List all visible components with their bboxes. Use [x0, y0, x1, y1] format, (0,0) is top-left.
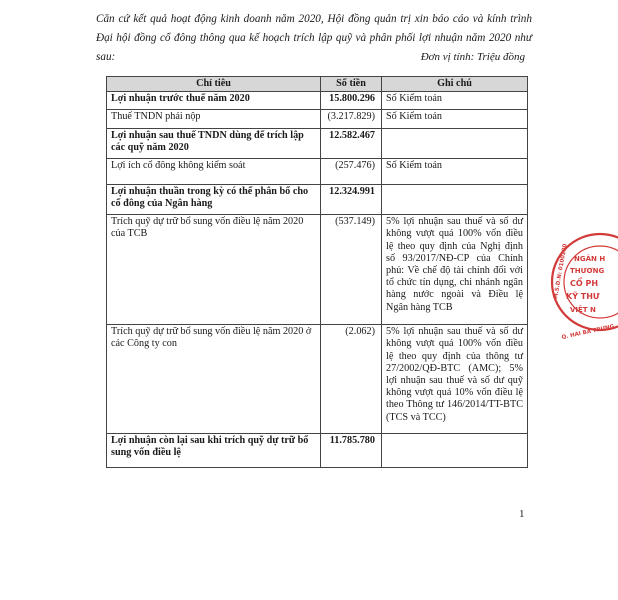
header-item: Chỉ tiêu [107, 77, 321, 92]
unit-note: Đơn vị tính: Triệu đồng [420, 51, 525, 63]
row-amount: (3.217.829) [321, 110, 382, 129]
intro-paragraph: Căn cứ kết quả hoạt động kinh doanh năm 2020, Hội đồng quản trị xin báo cáo và kính trình Đại hội đồng cổ đông thông qua kế hoạch trích lập quỹ và phân phối lợi nhuận năm 2020 như sau: [96, 13, 532, 63]
row-item: Thuế TNDN phải nộp [107, 110, 321, 129]
header-amount: Số tiền [321, 77, 382, 92]
row-note: 5% lợi nhuận sau thuế và số dư không vượt quá 100% vốn điều lệ theo quy định của Nghị định số 93/2017/NĐ-CP của Chính phủ: Về chế độ tài chính đối với tổ chức tín dụng, chi nhánh ngân hàng nước ngoài và Điều lệ Ngân hàng TCB [382, 215, 528, 325]
header-note: Ghi chú [382, 77, 528, 92]
seal-line: CỔ PH [570, 279, 599, 288]
row-item: Lợi nhuận thuần trong kỳ có thể phân bổ cho cổ đông của Ngân hàng [107, 185, 321, 215]
row-amount: 15.800.296 [321, 92, 382, 110]
row-item: Trích quỹ dự trữ bổ sung vốn điều lệ năm 2020 của TCB [107, 215, 321, 325]
row-amount: 12.324.991 [321, 185, 382, 215]
row-note [382, 129, 528, 159]
seal-line: VIỆT N [570, 306, 596, 314]
table-row [107, 325, 528, 434]
seal-line: KỸ THƯ [566, 292, 600, 301]
row-amount: (537.149) [321, 215, 382, 325]
row-amount: 11.785.780 [321, 434, 382, 468]
seal-line: NGÂN H [574, 255, 606, 263]
row-item: Lợi nhuận trước thuế năm 2020 [107, 92, 321, 110]
table-row [107, 110, 528, 129]
table-row [107, 129, 528, 159]
table-row [107, 434, 528, 468]
row-note: Số Kiểm toán [382, 159, 528, 185]
row-note: Số Kiểm toán [382, 92, 528, 110]
row-amount: 12.582.467 [321, 129, 382, 159]
seal-bottom-text: Q. HAI BÀ TRƯNG [561, 323, 615, 341]
table-header-row [107, 77, 528, 92]
seal-line: THƯƠNG [570, 267, 605, 275]
row-note [382, 434, 528, 468]
row-note: 5% lợi nhuận sau thuế và số dư không vượt quá 100% vốn điều lệ theo quy định của thông tư 27/2002/QĐ-BTC (AMC); 5% lợi nhuận sau thuế và số dư quỹ không vượt quá 10% vốn điều lệ theo Thông tư 146/2014/TT-BTC (TCS và TCC) [382, 325, 528, 434]
table-row [107, 185, 528, 215]
table-row [107, 215, 528, 325]
table-row [107, 159, 528, 185]
row-note: Số Kiểm toán [382, 110, 528, 129]
profit-distribution-table [106, 76, 528, 468]
row-item: Trích quỹ dự trữ bổ sung vốn điều lệ năm 2020 ở các Công ty con [107, 325, 321, 434]
row-item: Lợi nhuận sau thuế TNDN dùng để trích lập các quỹ năm 2020 [107, 129, 321, 159]
seal-ring-text: M.S.D.N: 0100230 [553, 243, 569, 300]
row-item: Lợi nhuận còn lại sau khi trích quỹ dự trữ bổ sung vốn điều lệ [107, 434, 321, 468]
row-amount: (2.062) [321, 325, 382, 434]
company-seal-icon [548, 217, 618, 347]
page-number: 1 [519, 508, 525, 520]
row-item: Lợi ích cổ đông không kiểm soát [107, 159, 321, 185]
row-note [382, 185, 528, 215]
row-amount: (257.476) [321, 159, 382, 185]
table-row [107, 92, 528, 110]
